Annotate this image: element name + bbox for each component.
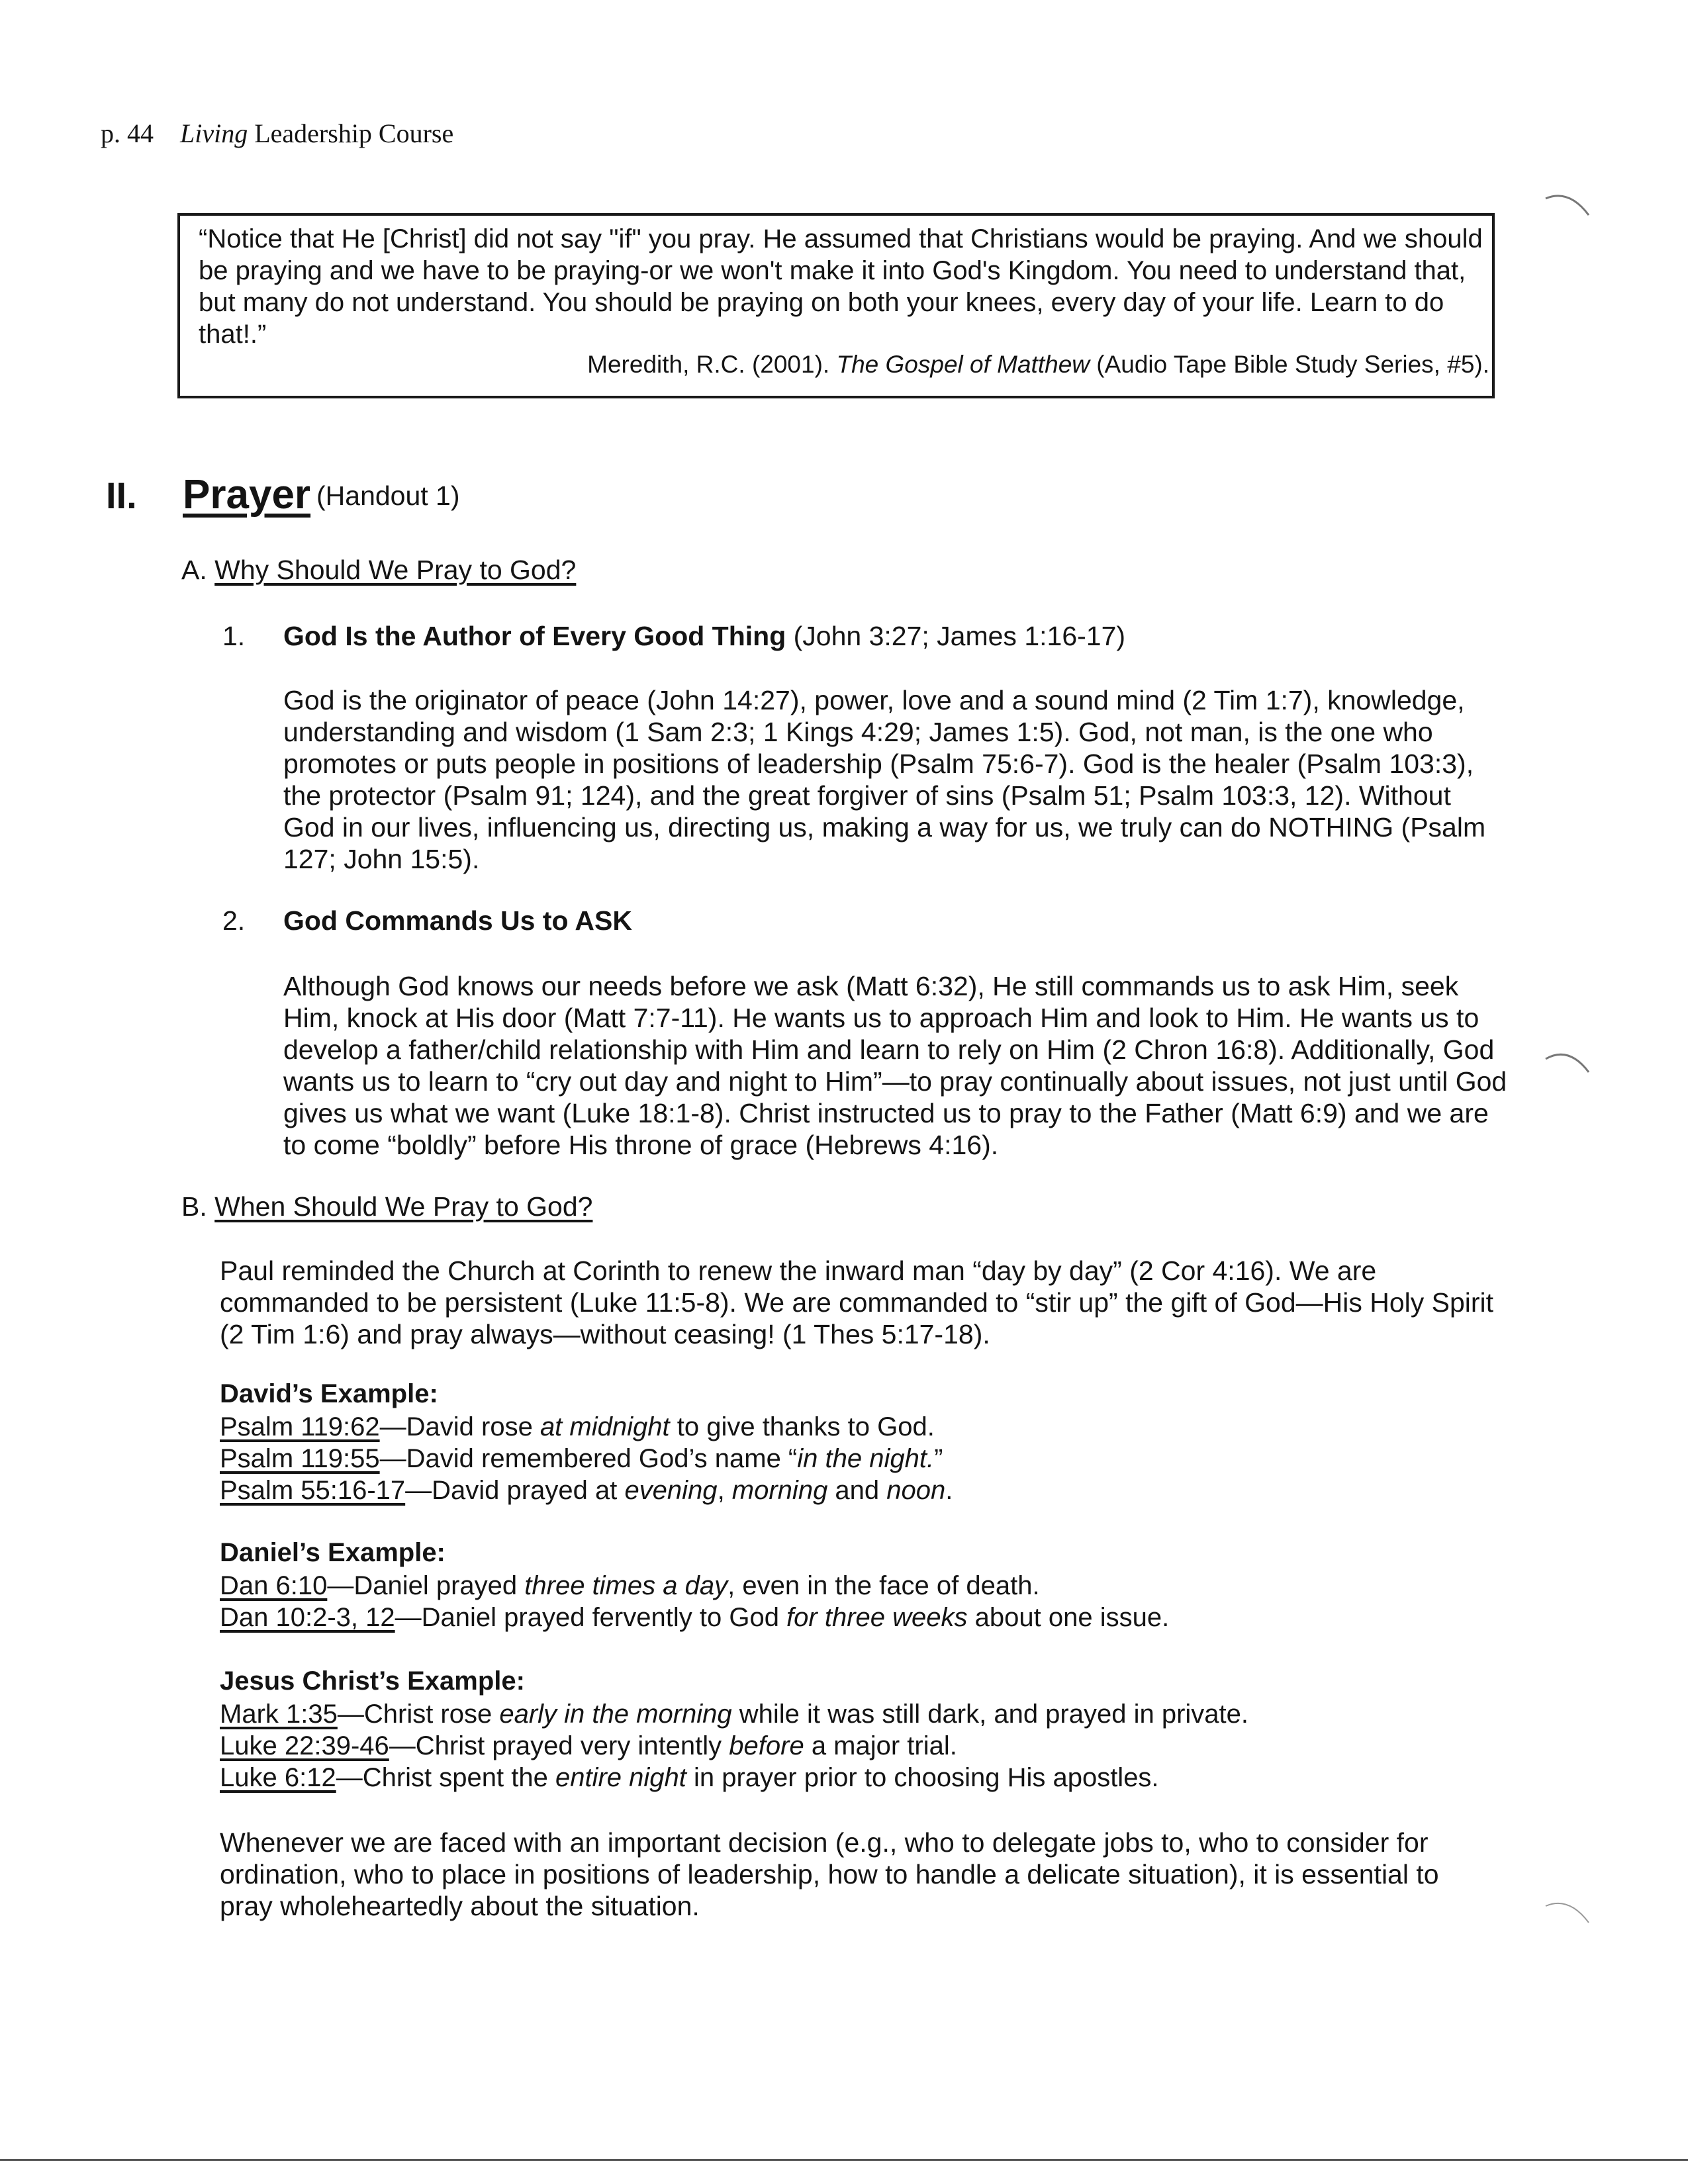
jesus-text-1a: —Christ rose — [337, 1700, 500, 1729]
jesus-line-2 — [220, 1730, 957, 1762]
item-2-heading — [283, 905, 632, 936]
daniel-line-2 — [220, 1602, 1169, 1633]
jesus-text-3b: in prayer prior to choosing His apostles. — [686, 1763, 1159, 1792]
jesus-text-1b: while it was still dark, and prayed in private. — [731, 1700, 1249, 1729]
daniel-text-2-italic: for three weeks — [786, 1603, 968, 1632]
page-number: p. 44 — [101, 118, 154, 148]
jesus-line-3 — [220, 1762, 1159, 1794]
david-text-2-italic: in the night. — [797, 1444, 935, 1473]
subheading-a-letter: A. — [181, 555, 207, 585]
david-text-3-evening: evening — [624, 1476, 718, 1505]
citation-author: Meredith, R.C. (2001). — [587, 351, 837, 378]
david-ref-1: Psalm 119:62 — [220, 1412, 380, 1441]
subheading-a — [181, 555, 576, 586]
jesus-text-2-italic: before — [729, 1731, 804, 1760]
daniel-text-1b: , even in the face of death. — [727, 1571, 1040, 1600]
daniel-text-2b: about one issue. — [967, 1603, 1170, 1632]
david-text-3a: —David prayed at — [405, 1476, 625, 1505]
david-line-2 — [220, 1443, 943, 1475]
david-example-heading: David’s Example: — [220, 1379, 438, 1408]
david-text-2a: —David remembered God’s name “ — [379, 1444, 798, 1473]
david-ref-3: Psalm 55:16-17 — [220, 1476, 406, 1505]
subheading-a-title: Why Should We Pray to God? — [214, 555, 577, 585]
david-text-3-noon: noon — [886, 1476, 946, 1505]
item-1-heading — [283, 621, 1125, 652]
subheading-b-letter: B. — [181, 1191, 207, 1222]
david-ref-2: Psalm 119:55 — [220, 1444, 380, 1473]
scan-mark-middle — [1542, 1039, 1595, 1085]
jesus-line-1 — [220, 1698, 1248, 1730]
david-line-3 — [220, 1475, 953, 1506]
david-text-3-sep1: , — [717, 1476, 732, 1505]
daniel-text-1a: —Daniel prayed — [327, 1571, 525, 1600]
david-text-3-sep2: and — [827, 1476, 887, 1505]
quote-text: “Notice that He [Christ] did not say "if" you pray. He assumed that Christians would be praying. And we should be praying and we have to be praying-or we won't make it into God's Kingdom. You need to understand that, but many do not understand. You should be praying on both your knees, every day of your life. Learn to do that!.” — [199, 224, 1483, 349]
david-text-1a: —David rose — [379, 1412, 540, 1441]
subheading-b — [181, 1191, 592, 1222]
david-text-3-end: . — [945, 1476, 953, 1505]
daniel-line-1 — [220, 1570, 1040, 1602]
section-number: II. — [106, 475, 137, 516]
scan-mark-bottom — [1542, 1893, 1595, 1939]
item-1-title: God Is the Author of Every Good Thing — [283, 621, 786, 651]
jesus-ref-2: Luke 22:39-46 — [220, 1731, 389, 1760]
david-line-1 — [220, 1411, 935, 1443]
item-2-title: God Commands Us to ASK — [283, 905, 632, 936]
section-title: Prayer — [183, 472, 311, 518]
jesus-ref-3: Luke 6:12 — [220, 1763, 336, 1792]
quote-citation — [587, 351, 1489, 379]
jesus-text-1-italic: early in the morning — [499, 1700, 732, 1729]
item-2-number: 2. — [222, 905, 246, 936]
section-subtitle: (Handout 1) — [316, 480, 460, 511]
when-paragraph: Paul reminded the Church at Corinth to renew the inward man “day by day” (2 Cor 4:16). We are commanded to be persistent (Luke 11:5-8). We are commanded to “stir up” the gift of God—His Holy Spirit (2 Tim 1:6) and pray always—without ceasing! (1 Thes 5:17-18). — [220, 1255, 1494, 1349]
jesus-text-3a: —Christ spent the — [336, 1763, 555, 1792]
citation-title: The Gospel of Matthew — [836, 351, 1090, 378]
subheading-b-title: When Should We Pray to God? — [214, 1191, 593, 1222]
bottom-rule — [0, 2159, 1688, 2161]
page-header — [101, 118, 453, 149]
jesus-ref-1: Mark 1:35 — [220, 1700, 338, 1729]
scan-mark-top — [1542, 185, 1595, 232]
item-1-body: God is the originator of peace (John 14:27), power, love and a sound mind (2 Tim 1:7), knowledge, understanding and wisdom (1 Sam 2:3; 1 Kings 4:29; James 1:5). God, not man, is the one who promotes or puts people in positions of leadership (Psalm 75:6-7). God is the healer (Psalm 103:3), the protector (Psalm 91; 124), and the great forgiver of sins (Psalm 51; Psalm 103:3, 12). Without God in our lives, influencing us, directing us, making a way for us, we truly can do NOTHING (Psalm 127; John 15:5). — [283, 685, 1486, 874]
david-text-1-italic: at midnight — [539, 1412, 670, 1441]
daniel-example-heading: Daniel’s Example: — [220, 1538, 445, 1567]
item-1-number: 1. — [222, 621, 246, 651]
citation-series: (Audio Tape Bible Study Series, #5). — [1090, 351, 1489, 378]
david-text-3-morning: morning — [731, 1476, 828, 1505]
closing-paragraph: Whenever we are faced with an important decision (e.g., who to delegate jobs to, who to consider for ordination, who to place in positions of leadership, how to handle a delicate situation), it is essential to pray wholeheartedly about the situation. — [220, 1827, 1439, 1921]
item-1-refs: (John 3:27; James 1:16-17) — [786, 621, 1126, 651]
item-2-body: Although God knows our needs before we ask (Matt 6:32), He still commands us to ask Him, seek Him, knock at His door (Matt 7:7-11). He wants us to approach Him and look to Him. He wants us to develop a father/child relationship with Him and learn to rely on Him (2 Chron 16:8). Additionally, God wants us to learn to “cry out day and night to Him”—to pray continually about issues, not just until God gives us what we want (Luke 18:1-8). Christ instructed us to pray to the Father (Matt 6:9) and we are to come “boldly” before His throne of grace (Hebrews 4:16). — [283, 971, 1507, 1160]
daniel-ref-2: Dan 10:2-3, 12 — [220, 1603, 395, 1632]
course-title-italic: Living — [180, 118, 248, 148]
daniel-text-1-italic: three times a day — [524, 1571, 728, 1600]
david-text-1b: to give thanks to God. — [669, 1412, 935, 1441]
jesus-example-heading: Jesus Christ’s Example: — [220, 1666, 525, 1696]
david-text-2b: ” — [934, 1444, 943, 1473]
jesus-text-3-italic: entire night — [555, 1763, 686, 1792]
course-title-rest: Leadership Course — [248, 118, 454, 148]
jesus-text-2a: —Christ prayed very intently — [389, 1731, 729, 1760]
jesus-text-2b: a major trial. — [804, 1731, 957, 1760]
daniel-text-2a: —Daniel prayed fervently to God — [395, 1603, 787, 1632]
daniel-ref-1: Dan 6:10 — [220, 1571, 328, 1600]
